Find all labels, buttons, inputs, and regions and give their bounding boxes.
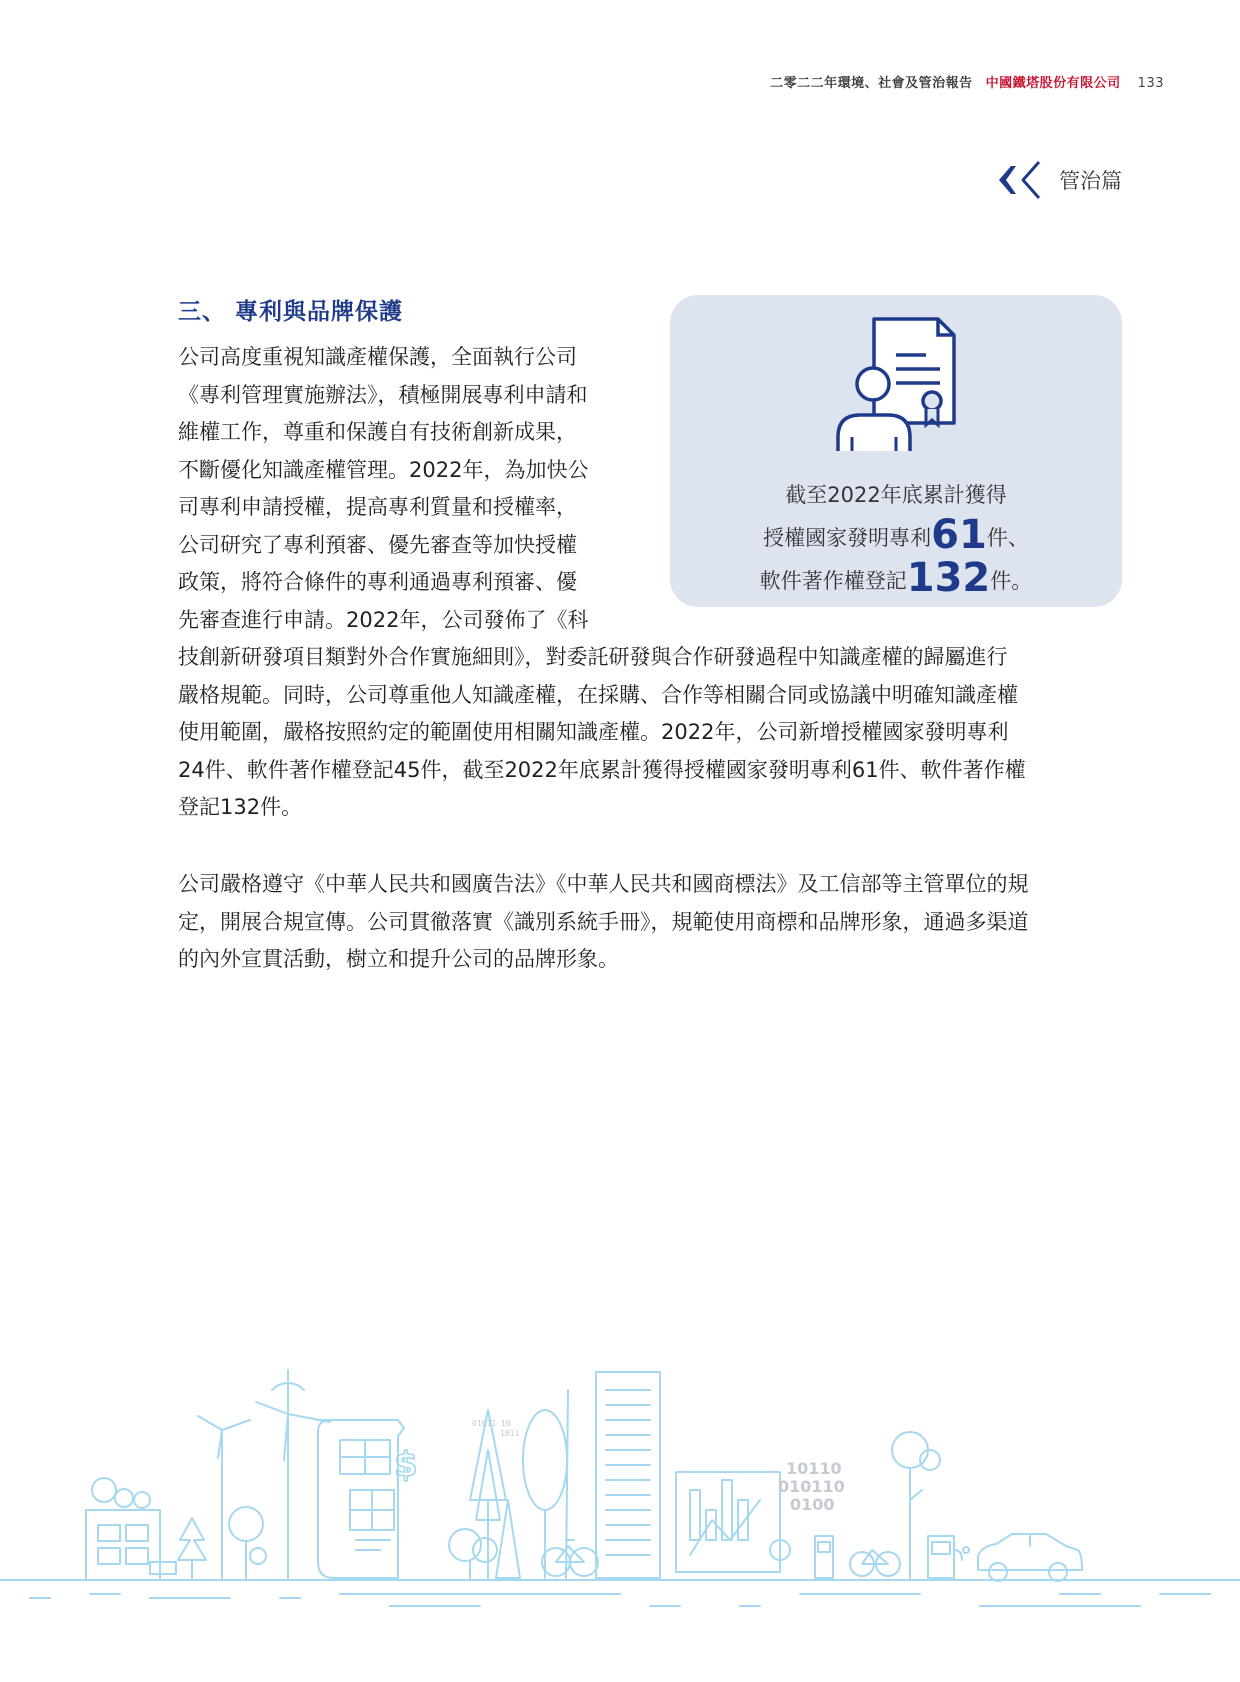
stats-patents-label: 授權國家發明專利 — [763, 526, 932, 550]
text-line: 先審查進行申請。2022年，公司發佈了《科 — [178, 607, 589, 632]
highlight-box — [670, 295, 1122, 607]
page-number: 133 — [1137, 76, 1164, 91]
page-header — [770, 72, 1164, 91]
section-heading: 三、 專利與品牌保護 — [178, 299, 404, 325]
text-line: 24件、軟件著作權登記45件，截至2022年底累計獲得授權國家發明專利61件、軟件著作權 — [178, 757, 1026, 782]
text-line: 嚴格規範。同時，公司尊重他人知識產權，在採購、合作等相關合同或協議中明確知識產權 — [178, 682, 1018, 707]
text-line: 不斷優化知識產權管理。2022年，為加快公 — [178, 457, 589, 482]
binary-label-5: 0100 — [790, 1495, 835, 1514]
text-line: 使用範圍，嚴格按照約定的範圍使用相關知識產權。2022年，公司新增授權國家發明專利 — [178, 720, 1009, 744]
stats-line-1: 截至2022年底累計獲得 — [785, 483, 1007, 507]
binary-label-1: 01011 10 — [472, 1419, 511, 1428]
company-name: 中國鐵塔股份有限公司 — [985, 76, 1121, 91]
text-line: 公司嚴格遵守《中華人民共和國廣告法》《中華人民共和國商標法》及工信部等主管單位的規 — [178, 872, 1029, 896]
section-tag — [991, 158, 1122, 202]
paragraph-patent-intro — [178, 339, 628, 639]
software-count: 132 — [906, 555, 991, 601]
binary-label-3: 10110 — [786, 1459, 842, 1478]
section-label: 管治篇 — [1059, 169, 1122, 193]
stats-line-2 — [670, 512, 1122, 558]
text-line: 維權工作，尊重和保護自有技術創新成果， — [178, 420, 577, 444]
text-line: 《專利管理實施辦法》，積極開展專利申請和 — [178, 382, 588, 407]
stats-line-3 — [670, 555, 1122, 601]
city-skyline-illustration — [0, 1350, 1240, 1620]
paragraph-patent-detail — [178, 639, 1122, 827]
text-line: 政策，將符合條件的專利通過專利預審、優 — [178, 570, 577, 594]
report-title: 二零二二年環境、社會及管治報告 — [770, 76, 973, 91]
binary-label-2: 1011 — [500, 1429, 520, 1438]
patents-count: 61 — [931, 512, 987, 558]
text-line: 登記132件。 — [178, 795, 303, 819]
text-line: 的內外宣貫活動，樹立和提升公司的品牌形象。 — [178, 947, 619, 971]
text-line: 公司高度重視知識產權保護，全面執行公司 — [178, 345, 577, 369]
paragraph-brand-protection — [178, 866, 1122, 979]
text-line: 技創新研發項目類對外合作實施細則》，對委託研發與合作研發過程中知識產權的歸屬進行 — [178, 645, 1008, 669]
text-line: 定，開展合規宣傳。公司貫徹落實《識別系統手冊》，規範使用商標和品牌形象，通過多渠道 — [178, 909, 1029, 934]
double-chevron-left-icon — [991, 158, 1047, 202]
highlight-stats — [670, 475, 1122, 601]
dollar-icon: $ — [394, 1445, 418, 1485]
stats-software-label: 軟件著作權登記 — [759, 569, 907, 593]
text-line: 公司研究了專利預審、優先審查等加快授權 — [178, 532, 577, 557]
text-line: 司專利申請授權，提高專利質量和授權率， — [178, 495, 577, 519]
stats-patents-unit: 件、 — [986, 526, 1029, 550]
binary-label-4: 010110 — [778, 1477, 845, 1496]
patent-certificate-icon — [830, 315, 962, 465]
stats-software-unit: 件。 — [990, 569, 1033, 593]
